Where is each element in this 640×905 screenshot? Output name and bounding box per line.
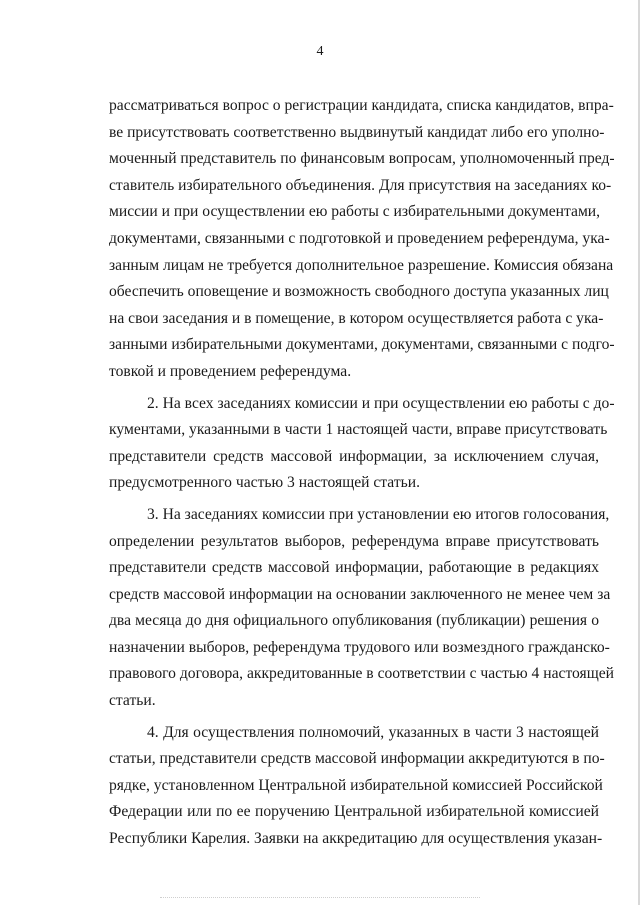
text-line: представители средств массовой информации, работающие в редакциях [109,559,599,577]
text-line: кументами, указанными в части 1 настоящей части, вправе присутствовать [109,421,608,439]
text-line: ве присутствовать соответственно выдвинутый кандидат либо его уполно- [109,123,605,141]
text-line: документами, связанными с подготовкой и проведением референдума, ука- [109,229,610,247]
paragraph-1 [109,93,615,386]
text-line: миссии и при осуществлении ею работы с избирательными документами, [109,203,601,221]
text-line: обеспечить оповещение и возможность свободного доступа указанных лиц [109,283,609,301]
text-line: на свои заседания и в помещение, в котором осуществляется работа с ука- [109,309,604,327]
text-line: правового договора, аккредитованные в соответствии с частью 4 настоящей [109,665,614,683]
text-line: 2. На всех заседаниях комиссии и при осуществлении ею работы с до- [147,394,615,412]
text-line: статьи, представители средств массовой информации аккредитуются в по- [109,750,605,768]
text-line: занным лицам не требуется дополнительное разрешение. Комиссия обязана [109,256,614,274]
text-line: представители средств массовой информации, за исключением случая, [109,447,599,465]
page-number: 4 [316,44,324,59]
text-line: Федерации или по ее поручению Центральной избирательной комиссией [109,803,599,821]
text-line: 4. Для осуществления полномочий, указанных в части 3 настоящей [147,723,599,741]
text-line: средств массовой информации на основании заключенного не менее чем за [109,585,611,603]
text-line: 3. На заседаниях комиссии при установлении ею итогов голосования, [147,505,610,523]
text-line: ставитель избирательного объединения. Для присутствия на заседаниях ко- [109,176,612,194]
text-line: рассматриваться вопрос о регистрации кандидата, списка кандидатов, впра- [109,97,614,114]
text-line: Республики Карелия. Заявки на аккредитацию для осуществления указан- [109,830,603,848]
paragraph-4 [109,720,605,853]
text-line: моченный представитель по финансовым вопросам, уполномоченный пред- [109,150,615,168]
text-line: рядке, установленном Центральной избирательной комиссией Российской [109,776,603,794]
paragraph-2 [109,391,615,497]
document-body [109,93,615,853]
text-line: предусмотренного частью 3 настоящей статьи. [109,474,420,492]
text-line: определении результатов выборов, референдума вправе присутствовать [109,532,599,550]
text-line: занными избирательными документами, документами, связанными с подго- [109,336,615,354]
text-line: товкой и проведением референдума. [109,362,352,380]
paragraph-3 [109,502,614,715]
scan-artifact [160,897,480,899]
text-line: назначении выборов, референдума трудового или возмездного гражданско- [109,638,610,656]
text-line: статьи. [109,692,156,710]
text-line: два месяца до дня официального опубликования (публикации) решения о [109,612,599,630]
